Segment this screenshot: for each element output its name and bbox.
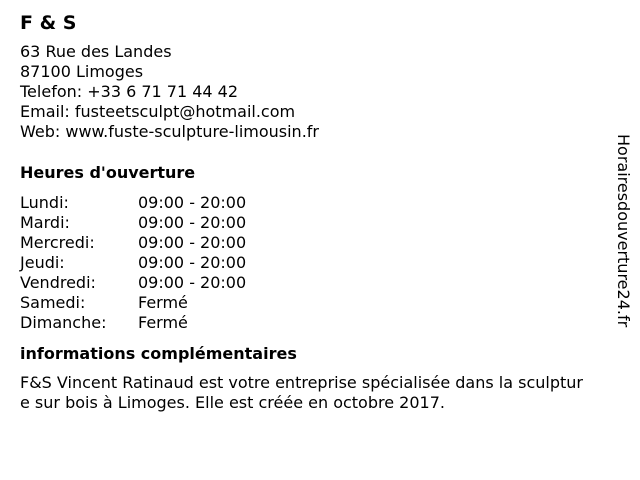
- additional-info-heading: informations complémentaires: [20, 344, 297, 363]
- day-label: Mardi:: [20, 213, 70, 232]
- web-line: Web: www.fuste-sculpture-limousin.fr: [20, 122, 319, 141]
- hours-value: 09:00 - 20:00: [138, 253, 247, 272]
- hours-row-sunday: [20, 313, 600, 333]
- day-label: Jeudi:: [20, 253, 65, 272]
- hours-row-tuesday: [20, 213, 600, 233]
- hours-row-thursday: [20, 253, 600, 273]
- additional-info-text: F&S Vincent Ratinaud est votre entreprise spécialisée dans la sculpture sur bois à Limoges. Elle est créée en octobre 2017.: [20, 373, 583, 412]
- hours-row-saturday: [20, 293, 600, 313]
- business-listing: [20, 12, 600, 413]
- phone-line: Telefon: +33 6 71 71 44 42: [20, 82, 239, 101]
- city-address: 87100 Limoges: [20, 62, 144, 81]
- hours-row-wednesday: [20, 233, 600, 253]
- day-label: Samedi:: [20, 293, 86, 312]
- opening-hours-table: [20, 193, 600, 333]
- address-block: [20, 42, 600, 142]
- day-label: Lundi:: [20, 193, 69, 212]
- day-label: Mercredi:: [20, 233, 95, 252]
- hours-value: 09:00 - 20:00: [138, 233, 247, 252]
- email-line: Email: fusteetsculpt@hotmail.com: [20, 102, 296, 121]
- hours-value: 09:00 - 20:00: [138, 273, 247, 292]
- opening-hours-heading: Heures d'ouverture: [20, 163, 196, 182]
- site-watermark: Horairesdouverture24.fr: [614, 134, 633, 328]
- hours-row-friday: [20, 273, 600, 293]
- hours-value: Fermé: [138, 313, 188, 332]
- street-address: 63 Rue des Landes: [20, 42, 172, 61]
- day-label: Dimanche:: [20, 313, 107, 332]
- business-name: F & S: [20, 12, 77, 34]
- hours-value: 09:00 - 20:00: [138, 193, 247, 212]
- hours-value: 09:00 - 20:00: [138, 213, 247, 232]
- hours-row-monday: [20, 193, 600, 213]
- day-label: Vendredi:: [20, 273, 96, 292]
- hours-value: Fermé: [138, 293, 188, 312]
